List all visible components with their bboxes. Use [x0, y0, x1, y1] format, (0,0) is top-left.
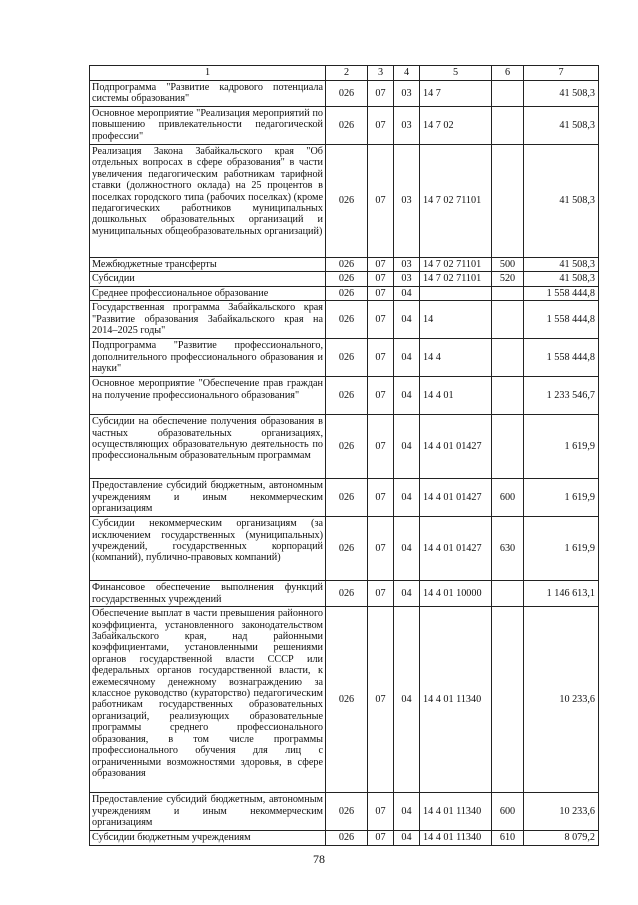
ministry-code-cell: 026: [326, 415, 368, 479]
budget-table-sheet: [89, 65, 595, 846]
amount-cell: 1 619,9: [524, 517, 599, 581]
section-code-cell: 07: [368, 107, 394, 145]
section-code-cell: 07: [368, 272, 394, 286]
column-header: 3: [368, 66, 394, 81]
amount-cell: 1 619,9: [524, 479, 599, 517]
section-code-cell: 07: [368, 377, 394, 415]
expense-type-cell: [492, 81, 524, 107]
expense-type-cell: [492, 581, 524, 607]
amount-cell: 1 146 613,1: [524, 581, 599, 607]
ministry-code-cell: 026: [326, 479, 368, 517]
amount-cell: 1 558 444,8: [524, 339, 599, 377]
expense-type-cell: 630: [492, 517, 524, 581]
row-name-cell: Реализация Закона Забайкальского края "Об отдельных вопросах в сфере образования" в части увеличения педагогическим работникам тарифной ставки (должностного оклада) на 25 процентов в поселках городского типа (рабочих поселках) (кроме педагогических работников муниципальных дошкольных образовательных организаций и муниципальных общеобразовательных организаций): [90, 145, 326, 258]
subsection-code-cell: 04: [394, 286, 420, 300]
table-header-row: [90, 66, 599, 81]
row-name-cell: Государственная программа Забайкальского края "Развитие образования Забайкальского края на 2014–2025 годы": [90, 301, 326, 339]
amount-cell: 41 508,3: [524, 145, 599, 258]
row-name-cell: Субсидии бюджетным учреждениям: [90, 831, 326, 845]
target-article-cell: 14 4 01 10000: [420, 581, 492, 607]
expense-type-cell: [492, 607, 524, 793]
page-number: 78: [313, 852, 325, 866]
row-name-cell: Подпрограмма "Развитие профессионального, дополнительного профессионального образования и науки": [90, 339, 326, 377]
section-code-cell: 07: [368, 258, 394, 272]
row-name-cell: Основное мероприятие "Обеспечение прав граждан на получение профессионального образования": [90, 377, 326, 415]
table-row: [90, 107, 599, 145]
subsection-code-cell: 03: [394, 107, 420, 145]
section-code-cell: 07: [368, 286, 394, 300]
amount-cell: 1 558 444,8: [524, 301, 599, 339]
table-row: [90, 479, 599, 517]
row-name-cell: Субсидии на обеспечение получения образования в частных образовательных организациях, осуществляющих образовательную деятельность по профессиональным образовательным программам: [90, 415, 326, 479]
expense-type-cell: [492, 286, 524, 300]
subsection-code-cell: 04: [394, 517, 420, 581]
subsection-code-cell: 04: [394, 793, 420, 831]
section-code-cell: 07: [368, 831, 394, 845]
table-row: [90, 301, 599, 339]
target-article-cell: 14 4 01 01427: [420, 517, 492, 581]
target-article-cell: 14 4 01 11340: [420, 831, 492, 845]
subsection-code-cell: 04: [394, 831, 420, 845]
expense-type-cell: [492, 107, 524, 145]
row-name-cell: Финансовое обеспечение выполнения функций государственных учреждений: [90, 581, 326, 607]
amount-cell: 10 233,6: [524, 793, 599, 831]
table-row: [90, 258, 599, 272]
table-row: [90, 339, 599, 377]
target-article-cell: 14 4 01: [420, 377, 492, 415]
target-article-cell: 14 7: [420, 81, 492, 107]
subsection-code-cell: 04: [394, 377, 420, 415]
subsection-code-cell: 03: [394, 258, 420, 272]
expense-type-cell: 600: [492, 479, 524, 517]
target-article-cell: 14 4 01 01427: [420, 415, 492, 479]
amount-cell: 41 508,3: [524, 107, 599, 145]
ministry-code-cell: 026: [326, 607, 368, 793]
subsection-code-cell: 04: [394, 339, 420, 377]
ministry-code-cell: 026: [326, 145, 368, 258]
section-code-cell: 07: [368, 479, 394, 517]
expense-type-cell: [492, 145, 524, 258]
amount-cell: 1 558 444,8: [524, 286, 599, 300]
table-row: [90, 831, 599, 845]
expense-type-cell: 500: [492, 258, 524, 272]
table-row: [90, 286, 599, 300]
subsection-code-cell: 04: [394, 301, 420, 339]
amount-cell: 8 079,2: [524, 831, 599, 845]
column-header: 5: [420, 66, 492, 81]
target-article-cell: 14 7 02 71101: [420, 258, 492, 272]
target-article-cell: 14 4 01 01427: [420, 479, 492, 517]
expense-type-cell: 600: [492, 793, 524, 831]
row-name-cell: Основное мероприятие "Реализация мероприятий по повышению привлекательности педагогической профессии": [90, 107, 326, 145]
subsection-code-cell: 03: [394, 81, 420, 107]
subsection-code-cell: 04: [394, 581, 420, 607]
subsection-code-cell: 03: [394, 145, 420, 258]
subsection-code-cell: 04: [394, 415, 420, 479]
ministry-code-cell: 026: [326, 286, 368, 300]
expense-type-cell: [492, 377, 524, 415]
section-code-cell: 07: [368, 581, 394, 607]
target-article-cell: 14 4 01 11340: [420, 793, 492, 831]
ministry-code-cell: 026: [326, 581, 368, 607]
row-name-cell: Обеспечение выплат в части превышения районного коэффициента, установленного законодательством Забайкальского края, над районными коэффициентами, установленными решениями органов государственной власти СССР или федеральных органов государственной власти, к ежемесячному денежному вознаграждению за классное руководство (кураторство) педагогическим работникам государственных образовательных организаций, реализующих образовательные программы среднего профессионального образования, в том числе программы профессионального обучения для лиц с ограниченными возможностями здоровья, в сфере образования: [90, 607, 326, 793]
row-name-cell: Субсидии некоммерческим организациям (за исключением государственных (муниципальных) учреждений, государственных корпораций (компаний), публично-правовых компаний): [90, 517, 326, 581]
subsection-code-cell: 04: [394, 479, 420, 517]
ministry-code-cell: 026: [326, 517, 368, 581]
section-code-cell: 07: [368, 517, 394, 581]
row-name-cell: Межбюджетные трансферты: [90, 258, 326, 272]
ministry-code-cell: 026: [326, 107, 368, 145]
ministry-code-cell: 026: [326, 339, 368, 377]
amount-cell: 1 233 546,7: [524, 377, 599, 415]
section-code-cell: 07: [368, 607, 394, 793]
target-article-cell: [420, 286, 492, 300]
amount-cell: 41 508,3: [524, 81, 599, 107]
section-code-cell: 07: [368, 415, 394, 479]
ministry-code-cell: 026: [326, 258, 368, 272]
ministry-code-cell: 026: [326, 272, 368, 286]
target-article-cell: 14 4 01 11340: [420, 607, 492, 793]
amount-cell: 41 508,3: [524, 258, 599, 272]
table-row: [90, 793, 599, 831]
table-row: [90, 415, 599, 479]
amount-cell: 10 233,6: [524, 607, 599, 793]
target-article-cell: 14 7 02 71101: [420, 272, 492, 286]
table-row: [90, 607, 599, 793]
column-header: 6: [492, 66, 524, 81]
subsection-code-cell: 03: [394, 272, 420, 286]
column-header: 2: [326, 66, 368, 81]
expense-type-cell: 610: [492, 831, 524, 845]
section-code-cell: 07: [368, 81, 394, 107]
section-code-cell: 07: [368, 339, 394, 377]
column-header: 1: [90, 66, 326, 81]
table-row: [90, 81, 599, 107]
row-name-cell: Субсидии: [90, 272, 326, 286]
budget-table: [89, 65, 599, 846]
ministry-code-cell: 026: [326, 301, 368, 339]
target-article-cell: 14 7 02 71101: [420, 145, 492, 258]
row-name-cell: Подпрограмма "Развитие кадрового потенциала системы образования": [90, 81, 326, 107]
expense-type-cell: [492, 415, 524, 479]
section-code-cell: 07: [368, 145, 394, 258]
table-row: [90, 581, 599, 607]
subsection-code-cell: 04: [394, 607, 420, 793]
ministry-code-cell: 026: [326, 831, 368, 845]
expense-type-cell: 520: [492, 272, 524, 286]
ministry-code-cell: 026: [326, 377, 368, 415]
amount-cell: 1 619,9: [524, 415, 599, 479]
target-article-cell: 14: [420, 301, 492, 339]
target-article-cell: 14 7 02: [420, 107, 492, 145]
row-name-cell: Предоставление субсидий бюджетным, автономным учреждениям и иным некоммерческим организациям: [90, 479, 326, 517]
column-header: 7: [524, 66, 599, 81]
target-article-cell: 14 4: [420, 339, 492, 377]
table-row: [90, 272, 599, 286]
section-code-cell: 07: [368, 793, 394, 831]
section-code-cell: 07: [368, 301, 394, 339]
amount-cell: 41 508,3: [524, 272, 599, 286]
expense-type-cell: [492, 339, 524, 377]
ministry-code-cell: 026: [326, 793, 368, 831]
expense-type-cell: [492, 301, 524, 339]
table-row: [90, 377, 599, 415]
table-row: [90, 145, 599, 258]
table-row: [90, 517, 599, 581]
row-name-cell: Среднее профессиональное образование: [90, 286, 326, 300]
column-header: 4: [394, 66, 420, 81]
row-name-cell: Предоставление субсидий бюджетным, автономным учреждениям и иным некоммерческим организациям: [90, 793, 326, 831]
ministry-code-cell: 026: [326, 81, 368, 107]
